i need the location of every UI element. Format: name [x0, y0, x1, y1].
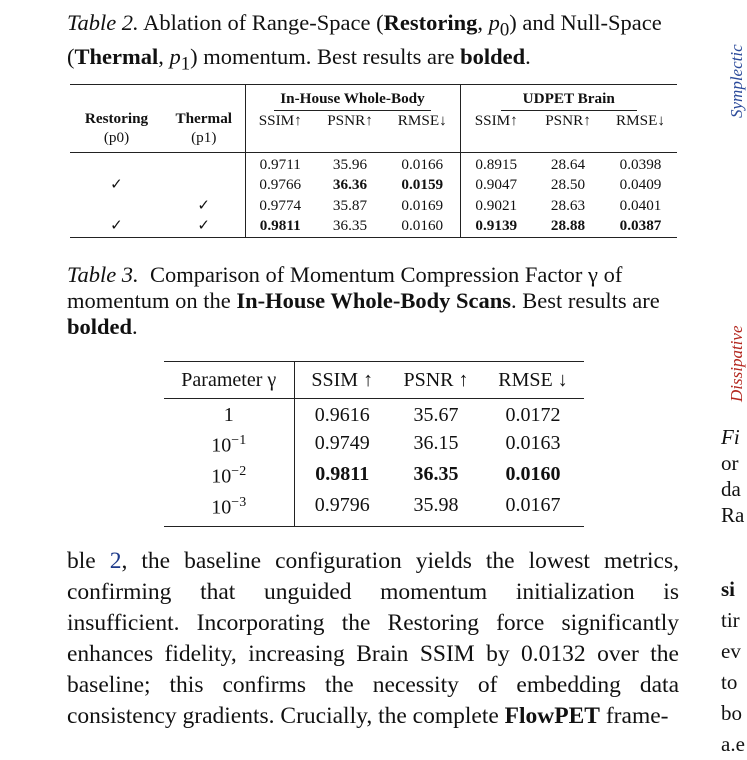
table-row: [70, 152, 677, 175]
check-thermal: ✓: [163, 216, 245, 237]
table-row: [70, 216, 677, 237]
table-cell: 0.9749: [314, 431, 370, 454]
check-restoring: [70, 152, 163, 175]
table-cell: 35.67: [390, 398, 482, 428]
col-thermal-sub: (p1): [191, 128, 217, 146]
metric-header: RMSE↓: [616, 111, 665, 129]
table-row: [164, 490, 584, 527]
metric-header: SSIM↑: [460, 111, 532, 130]
param-cell: 1: [164, 398, 294, 428]
table-row: [70, 196, 677, 217]
table-cell: 0.0160: [385, 216, 460, 237]
group-udpet: UDPET Brain: [460, 85, 677, 111]
table-cell: 0.0166: [385, 152, 460, 175]
param-cell: $10^{-2}$: [164, 459, 294, 490]
table-cell: 36.36: [332, 176, 368, 193]
table-cell: 35.98: [390, 490, 482, 527]
table-cell: 0.0172: [482, 398, 584, 428]
table-cell: 0.9047: [460, 175, 532, 196]
param-cell: $10^{-1}$: [164, 428, 294, 459]
table-cell: 0.9616: [294, 398, 390, 428]
table-cell: 28.50: [550, 176, 586, 193]
metric-header: PSNR↑: [327, 111, 373, 129]
table-row: [164, 428, 584, 459]
table-cell: 0.9811: [315, 462, 370, 485]
table3-caption: Table 3. Comparison of Momentum Compression Factor γ of momentum on the In-House Whole-Body Scans. Best results are bolded.: [67, 262, 660, 339]
group-inhouse: In-House Whole-Body: [245, 85, 460, 111]
check-thermal: [163, 175, 245, 196]
table3-caption-label: Table 3.: [67, 262, 139, 287]
metric-header: PSNR↑: [545, 111, 591, 129]
table-cell: 0.0159: [401, 176, 444, 193]
table-cell: 0.0401: [619, 196, 662, 214]
metric-header: RMSE↓: [397, 111, 447, 129]
table-cell: 0.9711: [245, 152, 315, 175]
table-cell: 0.0169: [401, 196, 444, 214]
col-restoring-sub: (p0): [103, 128, 130, 146]
table-cell: 0.9774: [245, 196, 315, 217]
table-cell: 36.35: [315, 216, 385, 237]
table-cell: 0.0387: [604, 216, 677, 237]
rotated-label-symplectic: Symplectic: [727, 44, 746, 118]
check-thermal: [163, 152, 245, 175]
table-row: [164, 459, 584, 490]
section-text-fragment: si tir ev to bo a.e: [721, 577, 745, 756]
check-thermal: ✓: [197, 196, 211, 214]
header-ssim: SSIM ↑: [294, 362, 390, 399]
check-restoring: [70, 196, 163, 217]
table-cell: 0.9139: [460, 216, 532, 237]
table-cell: 28.64: [532, 152, 604, 175]
table-cell: 0.0409: [619, 176, 662, 193]
table-cell: 0.9766: [245, 175, 315, 196]
table-cell: 0.9811: [245, 216, 315, 237]
table-ref-link[interactable]: 2: [109, 548, 122, 574]
header-parameter: Parameter γ: [164, 362, 294, 399]
header-rmse: RMSE ↓: [482, 362, 584, 399]
table2-caption: Table 2. Ablation of Range-Space (Restoring, $p_0$) and Null-Space (Thermal, $p_1$) momentum. Best results are bolded.: [67, 10, 662, 74]
table-row: [164, 398, 584, 428]
table-row: [70, 175, 677, 196]
table-cell: 35.96: [315, 152, 385, 175]
metric-header: SSIM↑: [245, 111, 315, 130]
table-cell: 0.9021: [460, 196, 532, 217]
table-cell: 0.0163: [505, 431, 561, 454]
table-cell: 28.63: [550, 196, 586, 214]
table-cell: 0.9796: [294, 490, 390, 527]
check-restoring: ✓: [70, 216, 163, 237]
table-cell: 0.0398: [604, 152, 677, 175]
rotated-label-dissipative: Dissipative: [727, 325, 746, 402]
col-thermal: Thermal: [163, 85, 245, 130]
table-cell: 0.8915: [460, 152, 532, 175]
body-paragraph: ble 2, the baseline configuration yields the lowest metrics, confirming that unguided momentum initialization is insufficient. Incorporating the Restoring force significantly enhances fidelity, increasing Brain SSIM by 0.0132 over the baseline; this confirms the necessity of embedding data consistency gradients. Crucially, the complete FlowPET frame-: [67, 548, 680, 729]
table2: [70, 84, 677, 238]
table2-caption-label: Table 2.: [67, 10, 139, 35]
table-cell: 35.87: [332, 196, 368, 214]
table-cell: 0.0160: [505, 462, 561, 485]
fig-caption-fragment: Fi or da Ra: [721, 425, 745, 527]
table3: [164, 361, 584, 527]
table-cell: 28.88: [532, 216, 604, 237]
check-restoring: ✓: [110, 176, 123, 193]
table-cell: 36.35: [413, 462, 459, 485]
table-cell: 36.15: [413, 431, 459, 454]
table-cell: 0.0167: [482, 490, 584, 527]
header-psnr: PSNR ↑: [390, 362, 482, 399]
col-restoring: Restoring: [70, 85, 163, 130]
param-cell: $10^{-3}$: [164, 490, 294, 527]
